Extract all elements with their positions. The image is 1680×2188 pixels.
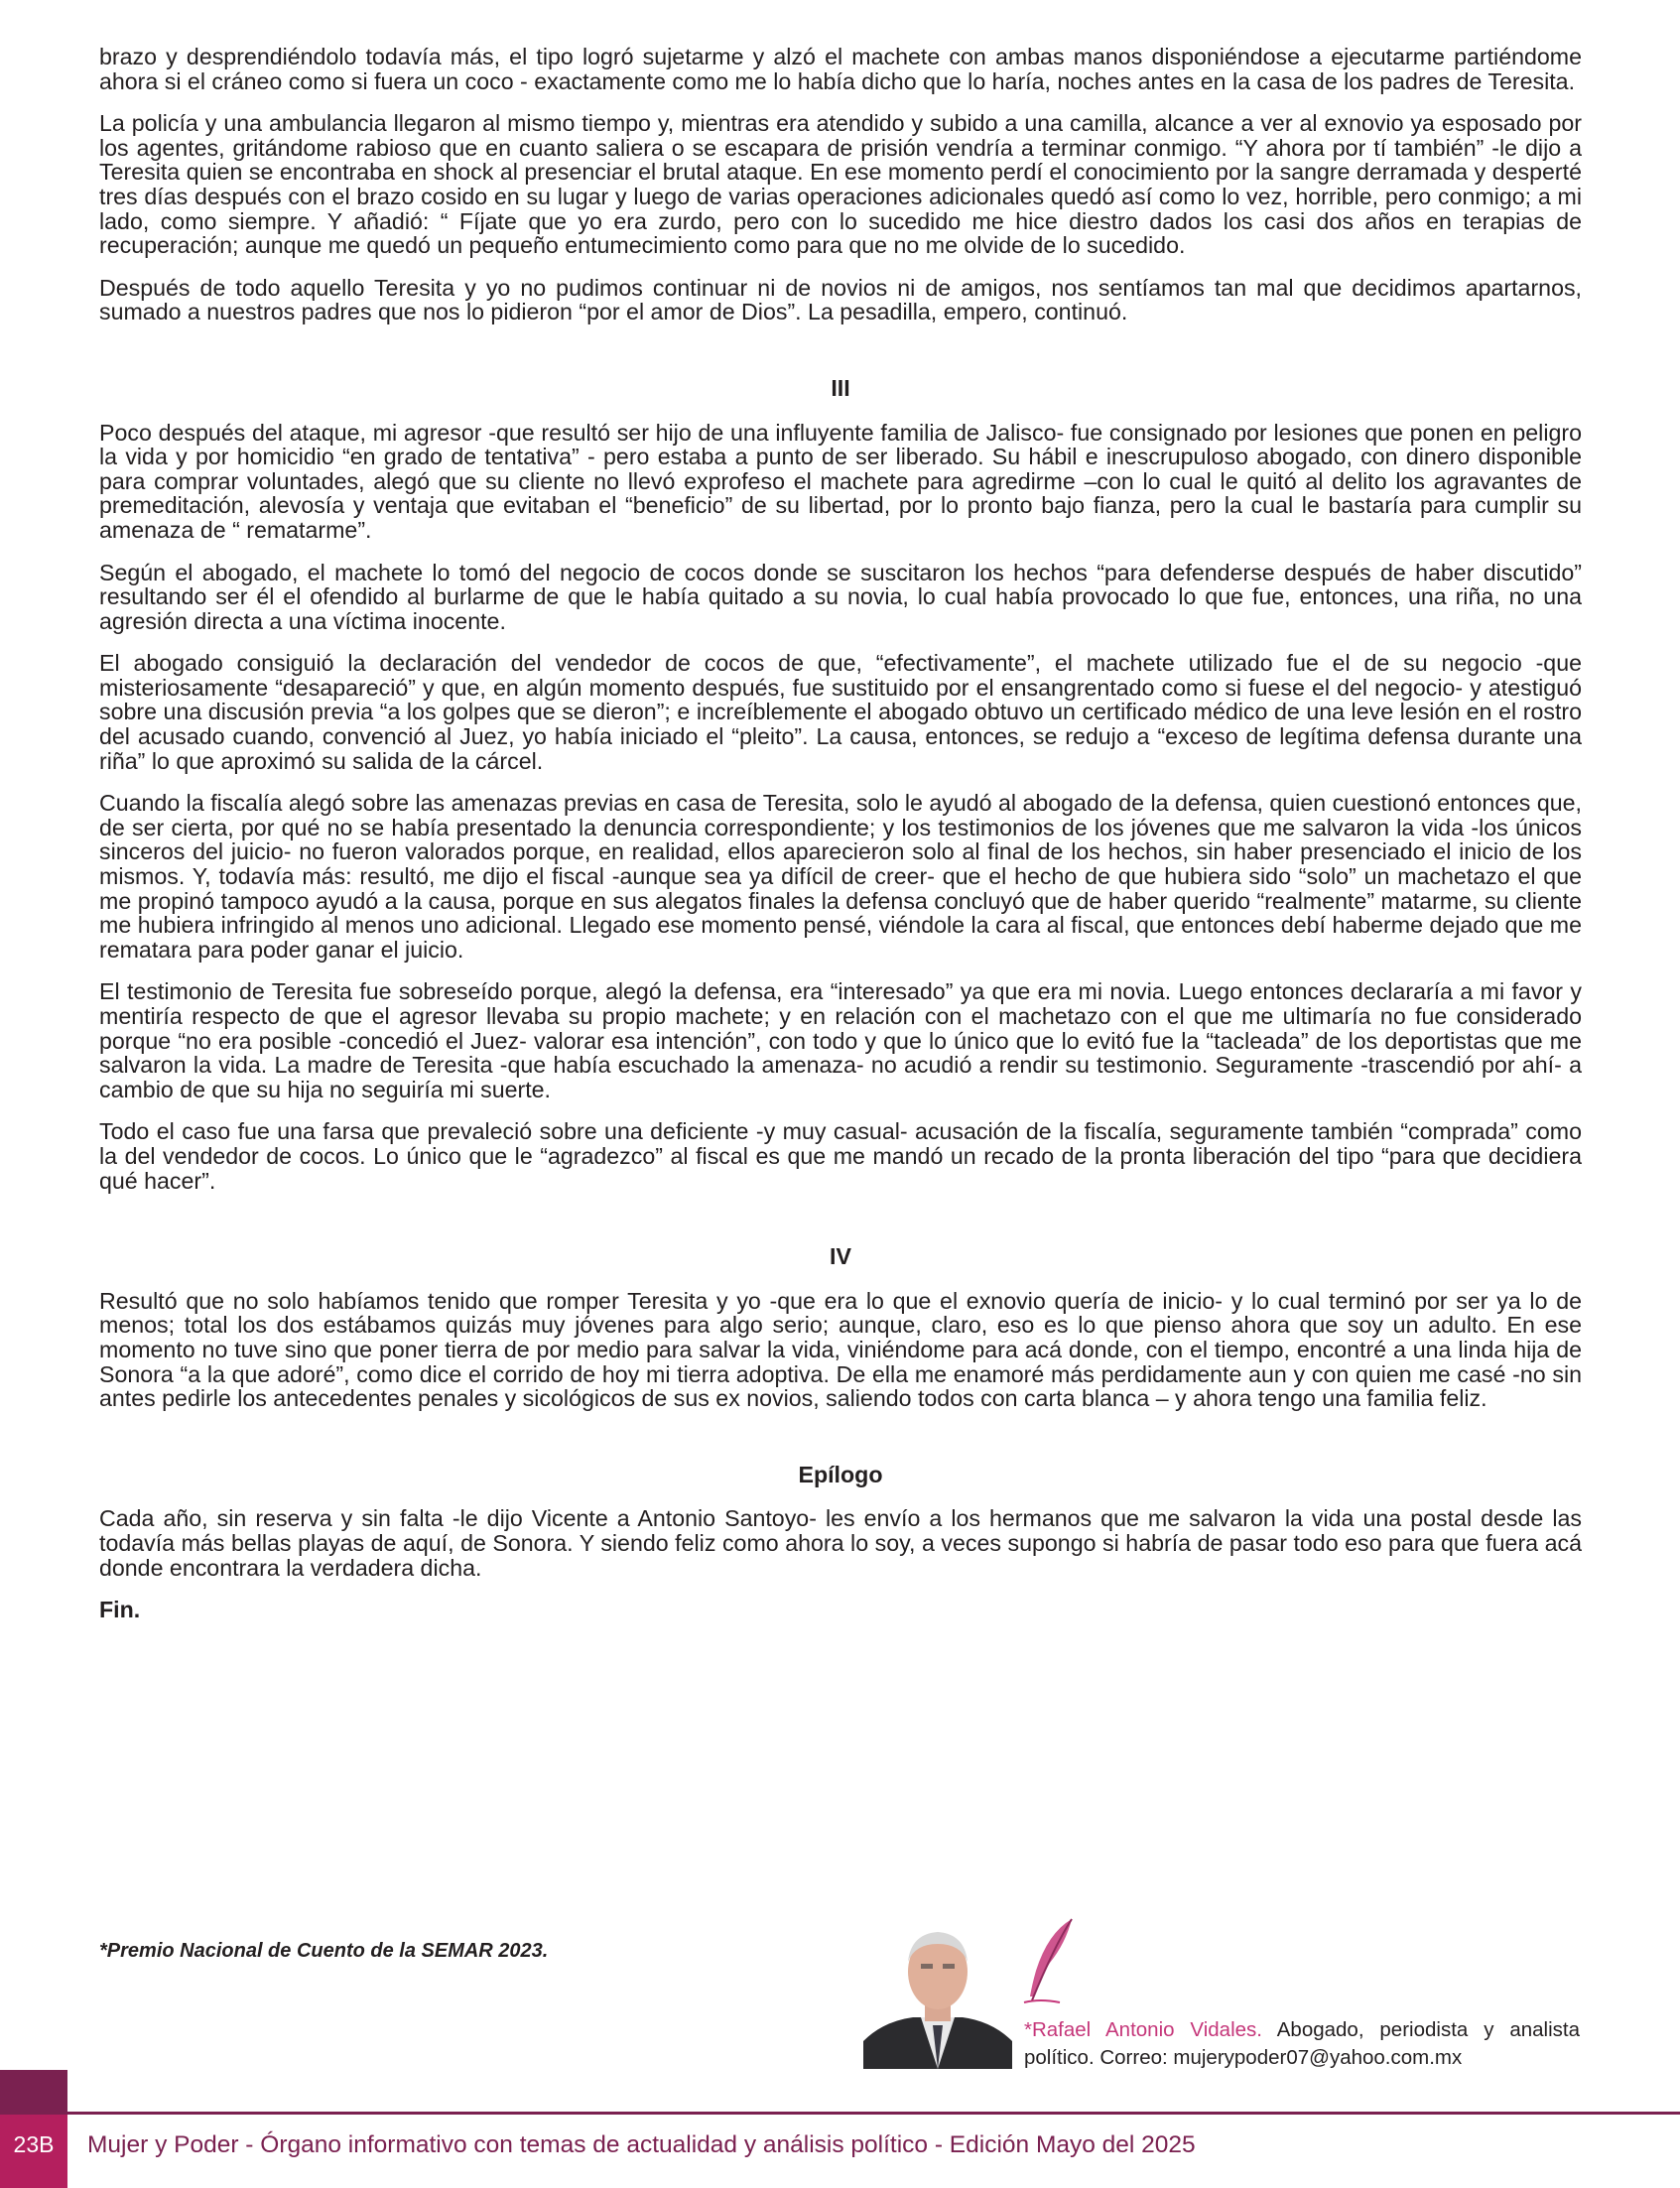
author-name: *Rafael Antonio Vidales. — [1024, 2018, 1262, 2041]
section-part-4 — [99, 1506, 1582, 1580]
paragraph: Resultó que no solo habíamos tenido que romper Teresita y yo -que era lo que el exnovio quería de inicio- y lo cual terminó por ser ya lo de menos; total los dos estábamos quizás muy jóvenes para algo serio; aunque, claro, eso es lo que pienso ahora que soy un adulto. En ese momento no tuve sino que poner tierra de por medio para salvar la vida, viniéndome para acá donde, con el tiempo, encontré a una linda hija de Sonora “a la que adoré”, como dice el corrido de hoy mi tierra adoptiva. De ella me enamoré más perdidamente aun y con quien me casé -no sin antes pedirle los antecedentes penales y sicológicos de sus ex novios, saliendo todos con carta blanca – y ahora tengo una familia feliz. — [99, 1287, 1582, 1412]
paragraph: Después de todo aquello Teresita y yo no pudimos continuar ni de novios ni de amigos, nos sentíamos tan mal que decidimos apartarnos, sumado a nuestros padres que nos lo pidieron “por el amor de Dios”. La pesadilla, empero, continuó. — [99, 274, 1582, 325]
author-photo — [863, 1922, 1012, 2069]
end-mark: Fin. — [99, 1597, 141, 1623]
paragraph: La policía y una ambulancia llegaron al mismo tiempo y, mientras era atendido y subido a una camilla, alcance a ver al exnovio ya esposado por los agentes, gritándome rabioso que en cuanto saliera o se escapara de prisión vendría a terminar conmigo. “Y ahora por tí también” -le dijo a Teresita quien se encontraba en shock al presenciar el brutal ataque. En ese momento perdí el conocimiento por la sangre derramada y desperté tres días después con el brazo cosido en su lugar y luego de varias operaciones adicionales quedó así como lo vez, horrible, pero conmigo; a mi lado, como siempre. Y añadió: “ Fíjate que yo era zurdo, pero con lo sucedido me hice diestro dados los casi dos años en terapias de recuperación; aunque me quedó un pequeño entumecimiento como para que no me olvide de lo sucedido. — [99, 110, 1582, 259]
paragraph: Según el abogado, el machete lo tomó del negocio de cocos donde se suscitaron los hechos “para defenderse después de haber discutido” resultando ser él el ofendido al burlarme de que le había quitado a su novia, lo cual había provocado lo que fue, entonces, una riña, no una agresión directa a una víctima inocente. — [99, 559, 1582, 634]
article-body — [99, 45, 1582, 1622]
author-description: Abogado, periodista y analista político. Correo: mujerypoder07@yahoo.com.mx — [1024, 2018, 1580, 2069]
publication-footer: Mujer y Poder - Órgano informativo con temas de actualidad y análisis político - Edición Mayo del 2025 — [87, 2131, 1196, 2158]
section-heading-epilogo: Epílogo — [798, 1461, 883, 1487]
section-heading-iv: IV — [830, 1243, 851, 1270]
section-part-2 — [99, 421, 1582, 1194]
paragraph: Cuando la fiscalía alegó sobre las amenazas previas en casa de Teresita, solo le ayudó al abogado de la defensa, quien cuestionó entonces que, de ser cierta, por qué no se había presentado la denuncia correspondiente; y los testimonios de los jóvenes que me salvaron la vida -los únicos sinceros del juicio- no fueron valorados porque, en realidad, ellos aparecieron solo al final de los hechos, sin haber presenciado el inicio de los mismos. Y, todavía más: resultó, me dijo el fiscal -aunque sea ya difícil de creer- que el hecho de que hubiera sido “solo” un machetazo el que me propinó tampoco ayudó a la causa, porque en sus alegatos finales la defensa concluyó que de haber querido “realmente” matarme, su cliente me hubiera infringido al menos uno adicional. Llegado ese momento pensé, viéndole la cara al fiscal, que entonces debí haberme dejado que me rematara para poder ganar el juicio. — [99, 790, 1582, 963]
footer-rule — [67, 2112, 1680, 2115]
footer-accent-block — [0, 2070, 67, 2115]
section-part-1 — [99, 45, 1582, 324]
paragraph: El testimonio de Teresita fue sobreseído porque, alegó la defensa, era “interesado” ya que era mi novia. Luego entonces declararía a mi favor y mentiría respecto de que el agresor llevaba su propio machete; y en relación con el machetazo con el que me ultimaría no fue considerado porque “no era posible -concedió el Juez- valorar esa intención”, con todo y que lo único que lo evitó fue la “tacleada” de los deportistas que me salvaron la vida. La madre de Teresita -que había escuchado la amenaza- no acudió a rendir su testimonio. Seguramente -trascendió por ahí- a cambio de que su hija no seguiría mi suerte. — [99, 978, 1582, 1102]
paragraph: Poco después del ataque, mi agresor -que resultó ser hijo de una influyente familia de Jalisco- fue consignado por lesiones que ponen en peligro la vida y por homicidio “en grado de tentativa” - pero estaba a punto de ser liberado. Su hábil e inescrupuloso abogado, con dinero disponible para comprar voluntades, alegó que su cliente no llevó exprofeso el machete para agredirme –con lo cual le quitó al delito los agravantes de premeditación, alevosía y ventaja que evitaban el “beneficio” de su libertad, por lo pronto bajo fianza, pero la cual le bastaría para cumplir su amenaza de “ rematarme”. — [99, 419, 1582, 543]
paragraph: brazo y desprendiéndolo todavía más, el tipo logró sujetarme y alzó el machete con ambas manos disponiéndose a ejecutarme partiéndome ahora si el cráneo como si fuera un coco - exactamente como me lo había dicho que lo haría, noches antes en la casa de los padres de Teresita. — [99, 44, 1582, 94]
paragraph: Todo el caso fue una farsa que prevaleció sobre una deficiente -y muy casual- acusación de la fiscalía, seguramente también “comprada” como la del vendedor de cocos. Lo único que le “agradezco” al fiscal es que me mandó un recado de la pronta liberación del tipo “para que decidiera qué hacer”. — [99, 1118, 1582, 1194]
award-footnote: *Premio Nacional de Cuento de la SEMAR 2023. — [99, 1940, 549, 1962]
paragraph: El abogado consiguió la declaración del vendedor de cocos de que, “efectivamente”, el machete utilizado fue el de su negocio -que misteriosamente “desapareció” y que, en algún momento después, fue sustituido por el ensangrentado como si fuese el del negocio- y atestiguó sobre una discusión previa “a los golpes que se dieron”; e increíblemente el abogado obtuvo un certificado médico de una leve lesión en el rostro del acusado cuando, convenció al Juez, yo había iniciado el “pleito”. La causa, entonces, se redujo a “exceso de legítima defensa durante una riña” lo que aproximó su salida de la cárcel. — [99, 650, 1582, 774]
paragraph: Cada año, sin reserva y sin falta -le dijo Vicente a Antonio Santoyo- les envío a los hermanos que me salvaron la vida una postal desde las todavía más bellas playas de aquí, de Sonora. Y siendo feliz como ahora lo soy, a veces supongo si habría de pasar todo eso para que fuera acá donde encontrara la verdadera dicha. — [99, 1505, 1582, 1581]
section-part-3 — [99, 1289, 1582, 1411]
page-number: 23B — [13, 2131, 55, 2157]
author-bio — [1024, 2016, 1580, 2072]
section-heading-iii: III — [831, 374, 850, 401]
quill-icon — [1020, 1917, 1078, 2008]
